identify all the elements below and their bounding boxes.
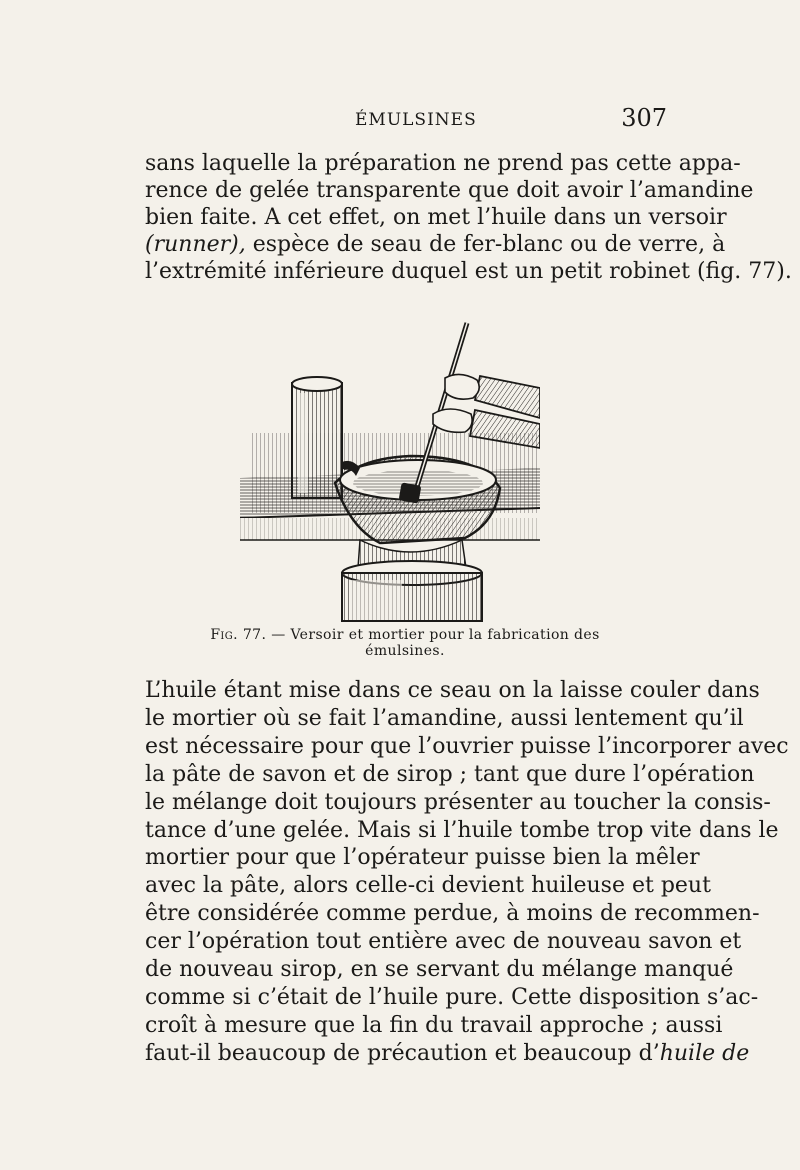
text-fragment: espèce de seau de fer-blanc ou de verre, à bbox=[252, 232, 726, 257]
text-line: mortier pour que l’opérateur puisse bien la mêler bbox=[145, 845, 700, 871]
text-line-with-italic bbox=[145, 231, 726, 258]
engraving-illustration bbox=[240, 318, 540, 623]
mortar-bowl bbox=[335, 456, 500, 574]
running-head: ÉMULSINES bbox=[355, 110, 477, 130]
text-line: la pâte de savon et de sirop ; tant que dure l’opération bbox=[145, 761, 755, 787]
text-line: sans laquelle la préparation ne prend pas cette appa- bbox=[145, 151, 741, 176]
text-line: est nécessaire pour que l’ouvrier puisse l’incorporer avec bbox=[145, 733, 789, 759]
text-line: tance d’une gelée. Mais si l’huile tombe trop vite dans le bbox=[145, 817, 779, 843]
page-number: 307 bbox=[621, 104, 667, 132]
text-line-with-italic bbox=[145, 1040, 750, 1068]
page-header bbox=[145, 104, 667, 140]
text-line: comme si c’était de l’huile pure. Cette disposition s’ac- bbox=[145, 984, 759, 1010]
figure-label: Fig. 77. bbox=[210, 627, 267, 643]
text-line: avec la pâte, alors celle-ci devient huileuse et peut bbox=[145, 873, 711, 899]
paragraph-intro bbox=[145, 150, 792, 285]
text-line: croît à mesure que la fin du travail approche ; aussi bbox=[145, 1012, 723, 1038]
paragraph-body bbox=[145, 677, 789, 1068]
text-line: le mortier où se fait l’amandine, aussi lentement qu’il bbox=[145, 705, 744, 731]
text-line: rence de gelée transparente que doit avoir l’amandine bbox=[145, 178, 754, 203]
italic-term: (runner), bbox=[145, 232, 246, 257]
text-line: bien faite. A cet effet, on met l’huile dans un versoir bbox=[145, 205, 727, 230]
text-line: être considérée comme perdue, à moins de recommen- bbox=[145, 901, 760, 927]
text-fragment: faut-il beaucoup de précaution et beaucoup d’ bbox=[145, 1040, 660, 1066]
italic-tail: huile de bbox=[659, 1040, 750, 1066]
text-line: le mélange doit toujours présenter au toucher la consis- bbox=[145, 789, 771, 815]
text-line: L’huile étant mise dans ce seau on la laisse couler dans bbox=[145, 678, 760, 703]
figure-caption bbox=[185, 627, 625, 659]
text-line: de nouveau sirop, en se servant du mélange manqué bbox=[145, 957, 734, 983]
text-line: cer l’opération tout entière avec de nouveau savon et bbox=[145, 929, 742, 955]
pedestal bbox=[342, 561, 482, 621]
figure-caption-text: — Versoir et mortier pour la fabrication des émulsines. bbox=[271, 627, 600, 659]
text-line: l’extrémité inférieure duquel est un petit robinet (fig. 77). bbox=[145, 259, 792, 284]
